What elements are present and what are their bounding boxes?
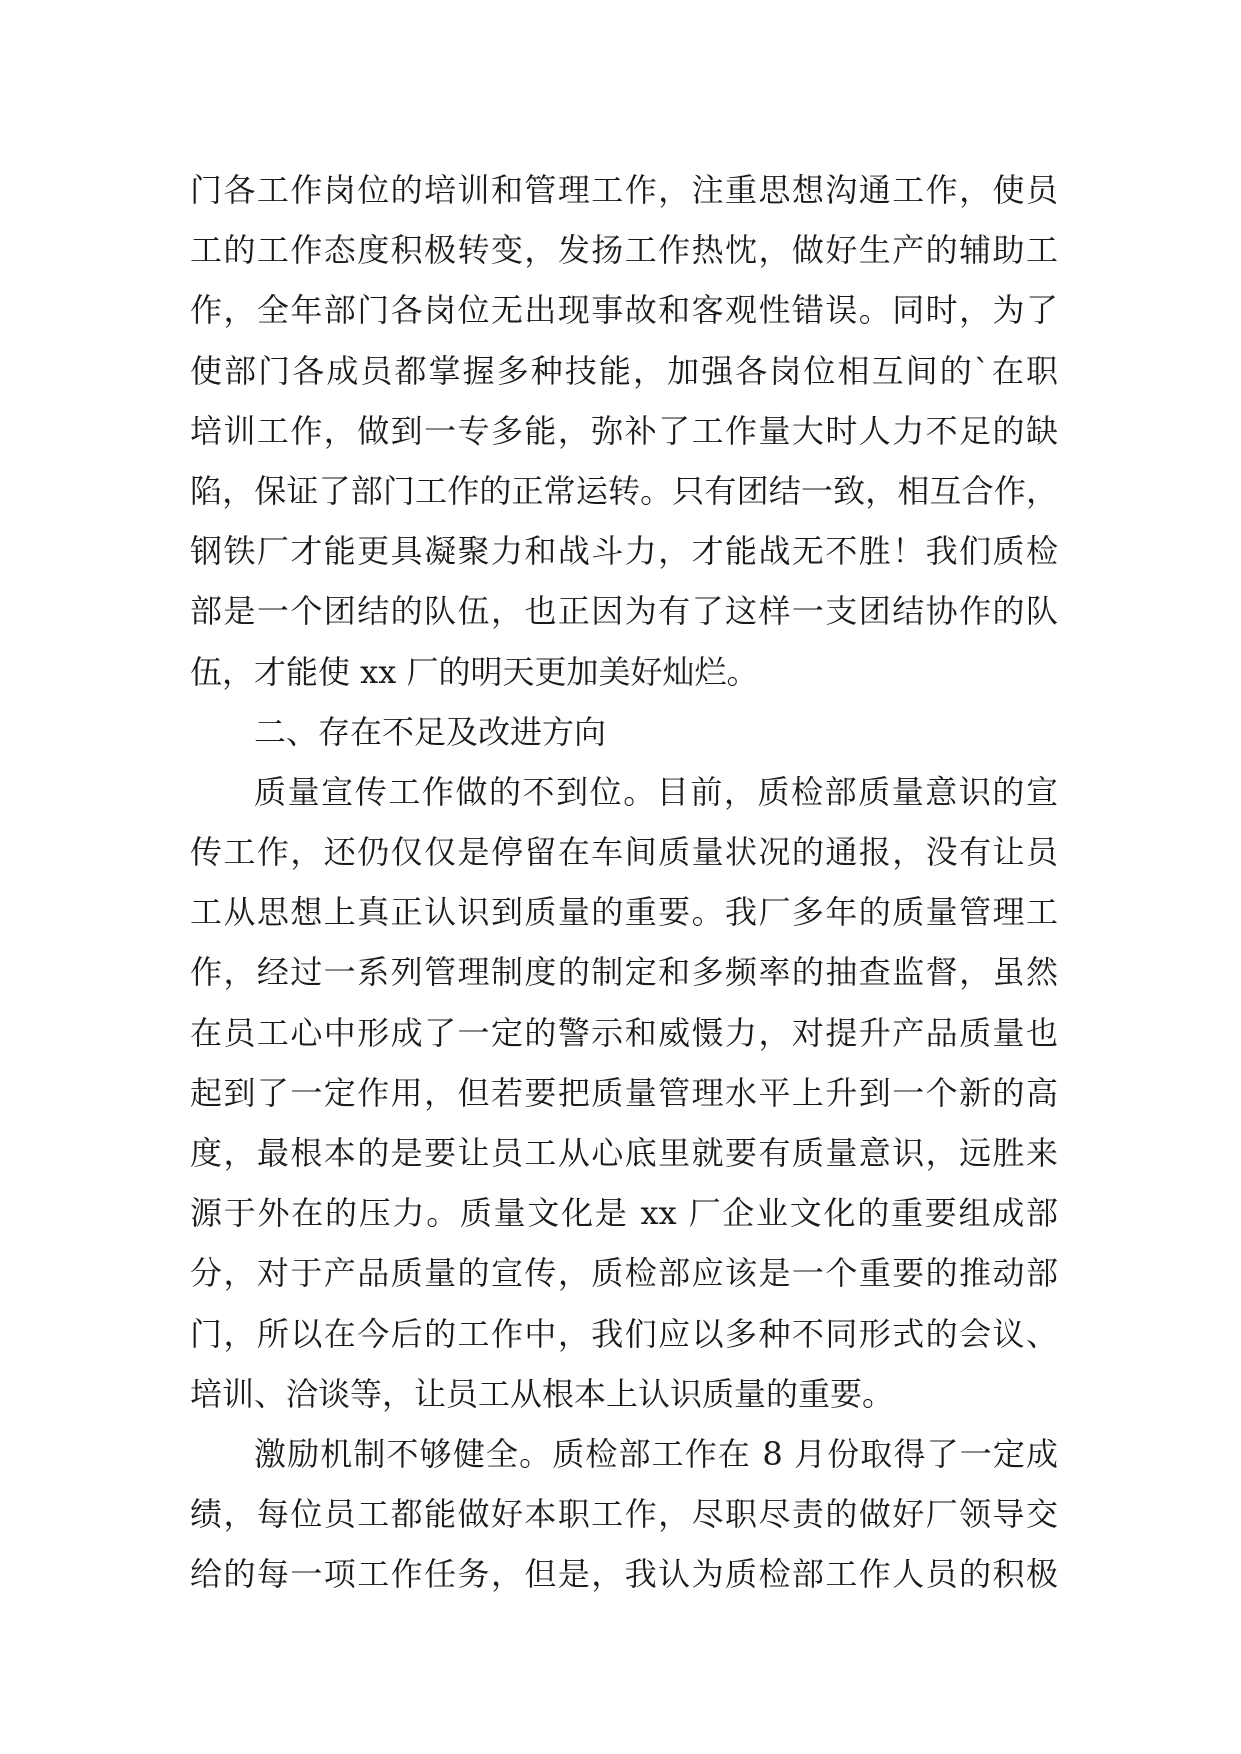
- text-line: 伍，才能使 xx 厂的明天更加美好灿烂。: [190, 652, 759, 691]
- text-line: 传工作，还仍仅仅是停留在车间质量状况的通报，没有让员: [190, 833, 1058, 872]
- text-line: 给的每一项工作任务，但是，我认为质检部工作人员的积极: [190, 1555, 1058, 1594]
- text-line: 部是一个团结的队伍，也正因为有了这样一支团结协作的队: [190, 592, 1058, 631]
- text-line: 在员工心中形成了一定的警示和威慑力，对提升产品质量也: [190, 1013, 1058, 1052]
- text-line: 工从思想上真正认识到质量的重要。我厂多年的质量管理工: [190, 893, 1058, 932]
- text-line: 培训、洽谈等，让员工从根本上认识质量的重要。: [190, 1374, 895, 1413]
- text-line: 使部门各成员都掌握多种技能，加强各岗位相互间的`在职: [190, 351, 1058, 390]
- text-line: 培训工作，做到一专多能，弥补了工作量大时人力不足的缺: [190, 411, 1058, 450]
- text-line: 作，经过一系列管理制度的制定和多频率的抽查监督，虽然: [190, 953, 1058, 992]
- text-line: 工的工作态度积极转变，发扬工作热忱，做好生产的辅助工: [190, 231, 1058, 270]
- text-line: 作，全年部门各岗位无出现事故和客观性错误。同时，为了: [190, 291, 1058, 330]
- text-line: 绩，每位员工都能做好本职工作，尽职尽责的做好厂领导交: [190, 1495, 1058, 1534]
- text-line: 度，最根本的是要让员工从心底里就要有质量意识，远胜来: [190, 1134, 1058, 1172]
- text-line: 起到了一定作用，但若要把质量管理水平上升到一个新的高: [190, 1073, 1058, 1112]
- text-line: 陷，保证了部门工作的正常运转。只有团结一致，相互合作，: [190, 471, 1058, 510]
- text-line: 源于外在的压力。质量文化是 xx 厂企业文化的重要组成部: [190, 1194, 1058, 1233]
- text-line: 质量宣传工作做的不到位。目前，质检部质量意识的宣: [254, 772, 1058, 811]
- section-heading: 二、存在不足及改进方向: [254, 712, 607, 751]
- text-line: 门，所以在今后的工作中，我们应以多种不同形式的会议、: [190, 1314, 1058, 1353]
- text-line: 钢铁厂才能更具凝聚力和战斗力，才能战无不胜！我们质检: [190, 532, 1058, 571]
- text-line: 门各工作岗位的培训和管理工作，注重思想沟通工作，使员: [190, 171, 1058, 209]
- body-text: [190, 160, 1058, 1605]
- text-line: 激励机制不够健全。质检部工作在 8 月份取得了一定成: [254, 1434, 1058, 1473]
- text-line: 分，对于产品质量的宣传，质检部应该是一个重要的推动部: [190, 1254, 1058, 1293]
